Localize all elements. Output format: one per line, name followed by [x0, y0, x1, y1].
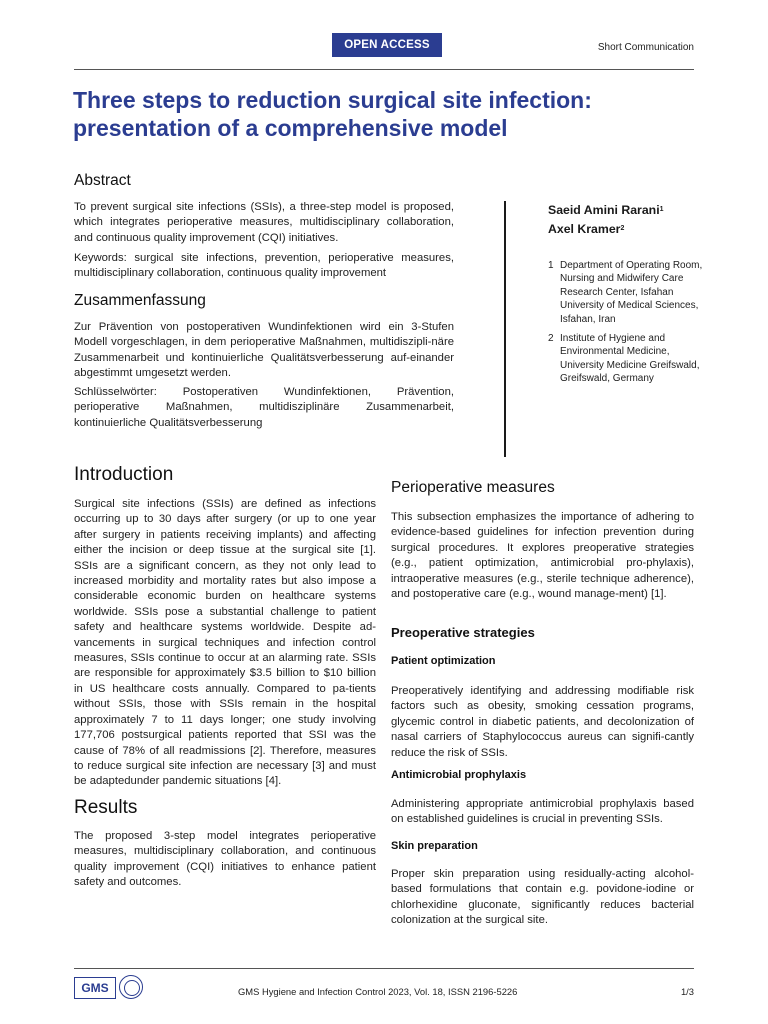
article-title — [73, 86, 693, 142]
gms-logo: GMS — [74, 977, 116, 999]
zusammenfassung-keywords — [74, 385, 454, 431]
schluesselwoerter-text: Postoperativen Wundinfektionen, Prävention, perioperative Maßnahmen, multidisziplinäre Zusammenarbeit, kontinuierliche Qualitätsverbesserung — [74, 386, 454, 429]
affiliation: 2 Institute of Hygiene and Environmental Medicine, University Medicine Greifswald, Greifswald, Germany — [548, 333, 700, 385]
abstract-keywords — [74, 251, 454, 282]
results-text: The proposed 3-step model integrates perioperative measures, multidisciplinary collaboration, and continuous quality improvement (CQI) initiatives to enhance patient safety and outcomes. — [74, 830, 376, 889]
zusammenfassung-text: Zur Prävention von postoperativen Wundinfektionen wird ein 3-Stufen Modell vorgeschlagen, in dem perioperative Maßnahmen, multidiszipli-näre Zusammenarbeit und kontinuierliche Qualitätsverbesserung auf-einander abgestimmt umgesetzt werden. — [74, 321, 454, 380]
patient-optimization-text: Preoperatively identifying and addressing modifiable risk factors such as obesity, smoking cessation programs, glycemic control in diabetic patients, and decolonization of nasal carriers of Staphylococcus aureus can signifi-cantly reduce the risk of SSIs. — [391, 685, 694, 759]
antimicrobial-text: Administering appropriate antimicrobial prophylaxis based on established guidelines is crucial in preventing SSIs. — [391, 798, 694, 826]
open-access-badge: OPEN ACCESS — [332, 33, 442, 57]
page-number: 1/3 — [680, 986, 694, 997]
introduction-text: Surgical site infections (SSIs) are defined as infections occurring up to 30 days after surgery (or up to one year after surgery in patients receiving implants) and affecting either the incision or deep tissue at the surgical site [1]. SSIs are a significant concern, as they not only lead to increased morbidity and mortality rates but also impose a considerable economic burden on healthcare systems worldwide. SSIs pose a substantial challenge to patient safety and healthcare systems worldwide. Despite ad-vancements in surgical techniques and infection control measures, SSIs continue to occur at an alarming rate. SSIs are responsible for approximately $3.5 billion to $10 billion in US healthcare costs annually. Compared to pa-tients without SSIs, those with SSIs remain in the hospital approximately 7 to 11 days longer; one study involving 177,706 postsurgical patients reported that SSI was the cause of 78% of all readmissions [2]. Therefore, measures to reduce surgical site infection are necessary [3] and must be adaptedunder pandemic situations [4]. — [74, 498, 376, 788]
author-name: Saeid Amini Rarani$^1$ — [548, 203, 664, 217]
preoperative-heading: Preoperative strategies — [391, 625, 535, 640]
introduction-heading: Introduction — [74, 464, 174, 485]
footer-rule — [74, 968, 694, 969]
header-rule — [74, 69, 694, 70]
abstract-text: To prevent surgical site infections (SSIs), a three-step model is proposed, which integrates perioperative measures, multidisciplinary collaboration, and continuous quality improvement (CQI) initiatives. — [74, 201, 454, 244]
keywords-text: surgical site infections, prevention, perioperative measures, multidisciplinary collaboration, continuous quality improvement — [74, 252, 454, 280]
abstract-heading: Abstract — [74, 172, 131, 189]
seal-icon — [119, 975, 143, 999]
patient-optimization-heading: Patient optimization — [391, 655, 496, 667]
perioperative-heading: Perioperative measures — [391, 479, 555, 496]
author-name: Axel Kramer$^2$ — [548, 222, 625, 236]
title-line-2: presentation of a comprehensive model — [73, 115, 508, 141]
affiliation: 1 Department of Operating Room, Nursing and Midwifery Care Research Center, Isfahan University of Medical Sciences, Isfahan, Iran — [548, 260, 703, 325]
author-list — [548, 201, 664, 239]
skin-preparation-heading: Skin preparation — [391, 840, 478, 852]
article-type: Short Communication — [597, 42, 694, 53]
perioperative-text: This subsection emphasizes the importance of adhering to evidence-based guidelines for infection prevention during surgical procedures. It explores preoperative strategies (e.g., patient optimization, antimicrobial pro-phylaxis), intraoperative measures (e.g., sterile technique adherence), and postoperative care (e.g., wound manage-ment) [1]. — [391, 511, 694, 601]
results-heading: Results — [74, 797, 138, 818]
title-line-1: Three steps to reduction surgical site infection: — [73, 87, 592, 113]
zusammenfassung-heading: Zusammenfassung — [74, 292, 206, 309]
antimicrobial-heading: Antimicrobial prophylaxis — [391, 769, 527, 781]
journal-citation: GMS Hygiene and Infection Control 2023, Vol. 18, ISSN 2196-5226 — [238, 986, 518, 997]
author-divider — [504, 201, 506, 457]
schluesselwoerter-label: Schlüsselwörter: — [74, 386, 157, 398]
skin-preparation-text: Proper skin preparation using residually-acting alcohol-based formulations that contain e.g. povidone-iodine or chlorhexidine gluconate, significantly reduces bacterial colonization at the surgical site. — [391, 868, 694, 927]
keywords-label: Keywords: — [74, 252, 127, 264]
